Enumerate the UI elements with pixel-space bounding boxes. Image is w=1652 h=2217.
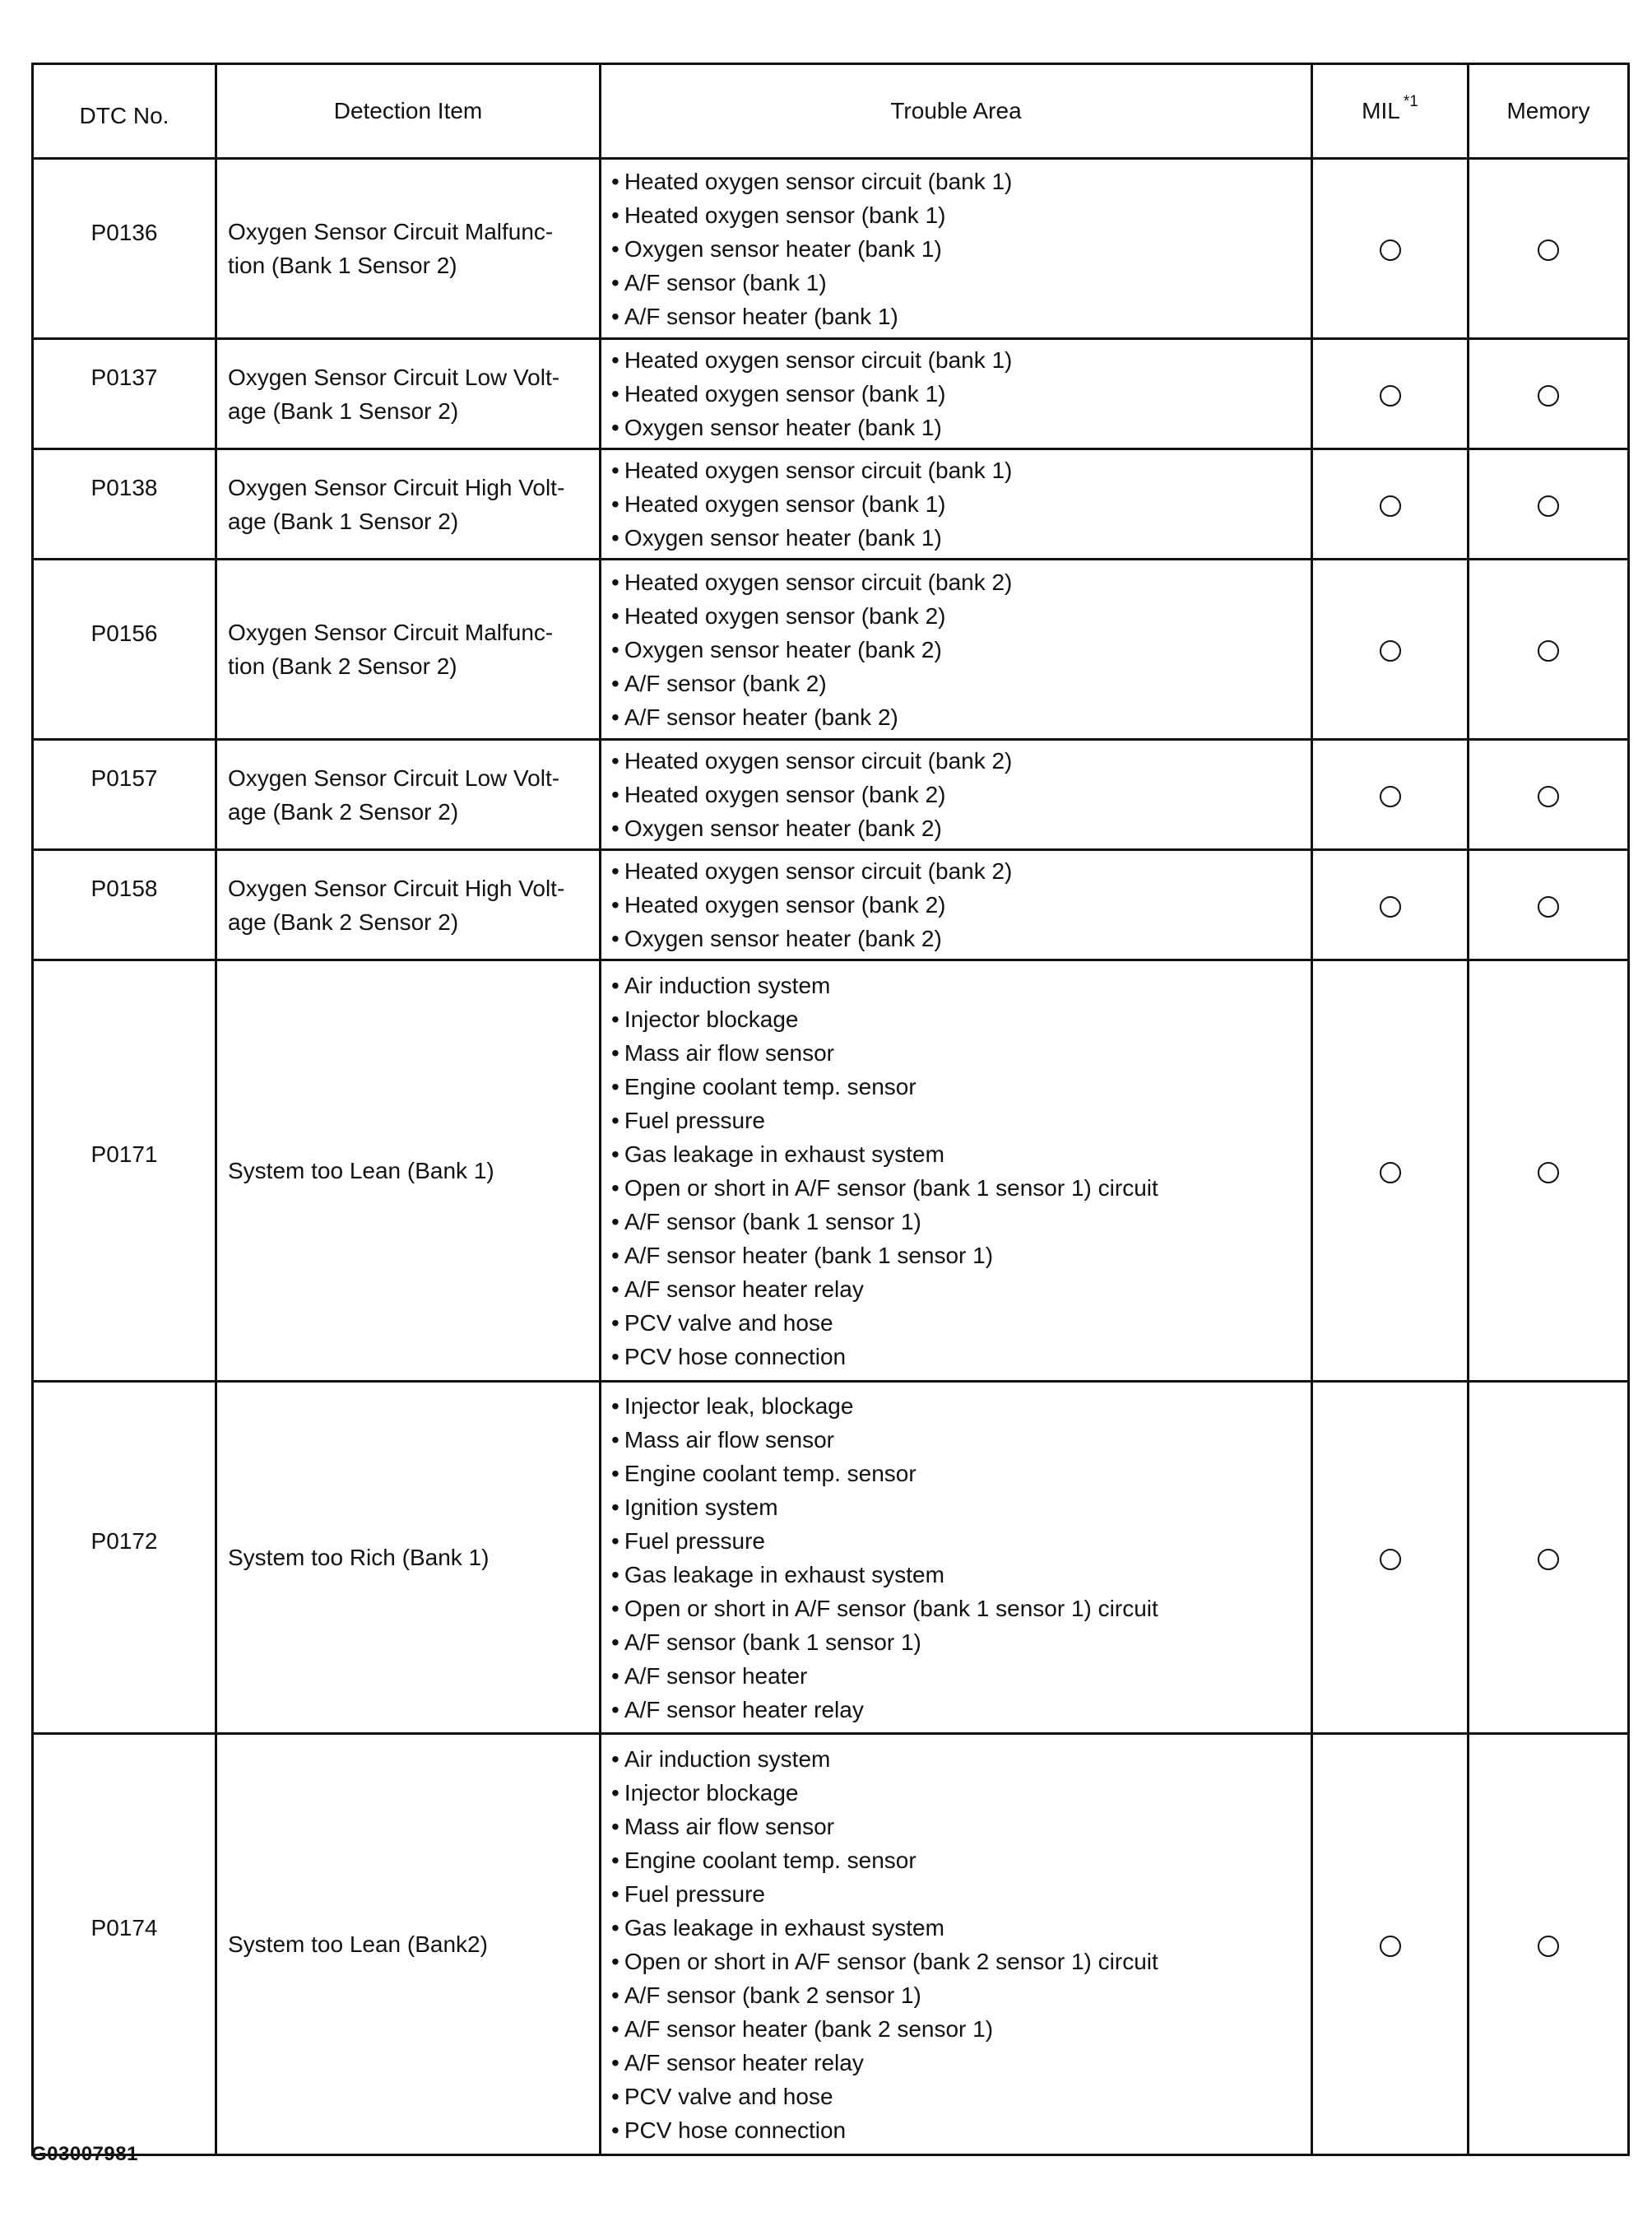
- memory-circle-icon: [1538, 495, 1559, 517]
- memory-circle-icon: [1538, 385, 1559, 407]
- dtc-code: P0174: [90, 1915, 158, 1940]
- trouble-area-item: • A/F sensor heater (bank 2 sensor 1): [611, 2012, 1311, 2046]
- trouble-area-item: • Heated oxygen sensor circuit (bank 1): [611, 343, 1311, 377]
- trouble-area-item: • A/F sensor heater (bank 1 sensor 1): [611, 1239, 1311, 1272]
- trouble-area-cell: [601, 1382, 1312, 1734]
- trouble-area-item: • PCV valve and hose: [611, 2080, 1311, 2113]
- table-row: [33, 1734, 1629, 2155]
- table-row: [33, 740, 1629, 850]
- detection-item-line: tion (Bank 1 Sensor 2): [228, 253, 457, 278]
- trouble-area-cell: [601, 339, 1312, 449]
- memory-circle-icon: [1538, 239, 1559, 261]
- dtc-code-cell: [33, 850, 216, 960]
- trouble-area-cell: [601, 159, 1312, 339]
- dtc-code: P0158: [90, 876, 158, 901]
- trouble-area-cell: [601, 449, 1312, 560]
- mil-cell: [1312, 1382, 1469, 1734]
- dtc-code: P0157: [90, 765, 158, 791]
- trouble-area-item: • Heated oxygen sensor circuit (bank 1): [611, 165, 1311, 198]
- header-detection-item: Detection Item: [216, 64, 601, 159]
- trouble-area-item: • Engine coolant temp. sensor: [611, 1457, 1311, 1490]
- memory-circle-icon: [1538, 1936, 1559, 1957]
- dtc-code-cell: [33, 560, 216, 740]
- dtc-code-cell: [33, 159, 216, 339]
- trouble-area-list: [611, 565, 1311, 734]
- trouble-area-list: [611, 1742, 1311, 2147]
- detection-item-line: age (Bank 1 Sensor 2): [228, 508, 459, 534]
- trouble-area-item: • Heated oxygen sensor (bank 1): [611, 377, 1311, 411]
- dtc-code-cell: [33, 960, 216, 1382]
- trouble-area-cell: [601, 740, 1312, 850]
- mil-cell: [1312, 960, 1469, 1382]
- trouble-area-item: • Open or short in A/F sensor (bank 2 sensor 1) circuit: [611, 1945, 1311, 1978]
- memory-cell: [1469, 560, 1629, 740]
- trouble-area-item: • A/F sensor (bank 1): [611, 266, 1311, 300]
- mil-cell: [1312, 850, 1469, 960]
- trouble-area-item: • PCV valve and hose: [611, 1306, 1311, 1340]
- dtc-code: P0137: [90, 365, 158, 390]
- trouble-area-cell: [601, 850, 1312, 960]
- trouble-area-item: • Oxygen sensor heater (bank 1): [611, 232, 1311, 266]
- trouble-area-item: • Heated oxygen sensor circuit (bank 1): [611, 453, 1311, 487]
- mil-cell: [1312, 449, 1469, 560]
- detection-item-line: tion (Bank 2 Sensor 2): [228, 653, 457, 679]
- trouble-area-item: • A/F sensor (bank 1 sensor 1): [611, 1205, 1311, 1239]
- trouble-area-item: • A/F sensor heater (bank 1): [611, 300, 1311, 333]
- table-row: [33, 159, 1629, 339]
- mil-cell: [1312, 560, 1469, 740]
- memory-circle-icon: [1538, 1162, 1559, 1183]
- dtc-code-cell: [33, 1382, 216, 1734]
- dtc-code: P0136: [90, 219, 158, 245]
- trouble-area-list: [611, 453, 1311, 555]
- trouble-area-item: • Injector blockage: [611, 1002, 1311, 1036]
- trouble-area-item: • Gas leakage in exhaust system: [611, 1911, 1311, 1945]
- detection-item-line: System too Lean (Bank 1): [228, 1158, 494, 1183]
- trouble-area-cell: [601, 960, 1312, 1382]
- trouble-area-item: • Mass air flow sensor: [611, 1423, 1311, 1457]
- dtc-code: P0138: [90, 475, 158, 500]
- header-dtc-no: DTC No.: [33, 64, 216, 159]
- trouble-area-item: • Open or short in A/F sensor (bank 1 sensor 1) circuit: [611, 1592, 1311, 1625]
- table-row: [33, 339, 1629, 449]
- trouble-area-item: • Air induction system: [611, 969, 1311, 1002]
- detection-item-line: System too Lean (Bank2): [228, 1931, 488, 1957]
- mil-cell: [1312, 159, 1469, 339]
- trouble-area-item: • Gas leakage in exhaust system: [611, 1558, 1311, 1592]
- dtc-code: P0171: [90, 1141, 158, 1167]
- dtc-code-cell: [33, 1734, 216, 2155]
- memory-cell: [1469, 1382, 1629, 1734]
- detection-item-cell: [216, 960, 601, 1382]
- trouble-area-item: • Air induction system: [611, 1742, 1311, 1776]
- detection-item-line: System too Rich (Bank 1): [228, 1545, 490, 1570]
- trouble-area-list: [611, 969, 1311, 1373]
- mil-cell: [1312, 339, 1469, 449]
- memory-cell: [1469, 339, 1629, 449]
- trouble-area-item: • Fuel pressure: [611, 1877, 1311, 1911]
- header-memory: Memory: [1469, 64, 1629, 159]
- table-row: [33, 850, 1629, 960]
- detection-item-line: Oxygen Sensor Circuit Malfunc-: [228, 219, 554, 244]
- memory-cell: [1469, 850, 1629, 960]
- trouble-area-item: • Oxygen sensor heater (bank 2): [611, 811, 1311, 845]
- table-row: [33, 449, 1629, 560]
- trouble-area-item: • Engine coolant temp. sensor: [611, 1843, 1311, 1877]
- trouble-area-list: [611, 854, 1311, 955]
- dtc-code: P0172: [90, 1528, 158, 1554]
- detection-item-cell: [216, 339, 601, 449]
- trouble-area-item: • A/F sensor (bank 2 sensor 1): [611, 1978, 1311, 2012]
- table-row: [33, 560, 1629, 740]
- dtc-code-cell: [33, 449, 216, 560]
- mil-cell: [1312, 1734, 1469, 2155]
- dtc-code: P0156: [90, 620, 158, 646]
- trouble-area-item: • Oxygen sensor heater (bank 1): [611, 521, 1311, 555]
- trouble-area-item: • Heated oxygen sensor (bank 2): [611, 599, 1311, 633]
- trouble-area-item: • A/F sensor heater (bank 2): [611, 700, 1311, 734]
- dtc-table: [31, 63, 1630, 2156]
- detection-item-line: Oxygen Sensor Circuit Low Volt-: [228, 765, 560, 791]
- trouble-area-item: • Heated oxygen sensor (bank 2): [611, 888, 1311, 922]
- trouble-area-list: [611, 744, 1311, 845]
- trouble-area-item: • Heated oxygen sensor (bank 1): [611, 487, 1311, 521]
- trouble-area-item: • Engine coolant temp. sensor: [611, 1070, 1311, 1104]
- detection-item-cell: [216, 449, 601, 560]
- detection-item-line: Oxygen Sensor Circuit High Volt-: [228, 474, 565, 500]
- memory-cell: [1469, 1734, 1629, 2155]
- detection-item-line: Oxygen Sensor Circuit Low Volt-: [228, 364, 560, 390]
- trouble-area-item: • Heated oxygen sensor circuit (bank 2): [611, 744, 1311, 778]
- memory-circle-icon: [1538, 786, 1559, 807]
- memory-circle-icon: [1538, 896, 1559, 918]
- trouble-area-item: • Open or short in A/F sensor (bank 1 sensor 1) circuit: [611, 1171, 1311, 1205]
- trouble-area-item: • Fuel pressure: [611, 1524, 1311, 1558]
- memory-circle-icon: [1538, 1549, 1559, 1570]
- mil-circle-icon: [1380, 786, 1401, 807]
- detection-item-line: age (Bank 2 Sensor 2): [228, 798, 459, 825]
- trouble-area-item: • A/F sensor (bank 2): [611, 667, 1311, 700]
- trouble-area-item: • Heated oxygen sensor (bank 2): [611, 778, 1311, 811]
- trouble-area-item: • A/F sensor (bank 1 sensor 1): [611, 1625, 1311, 1659]
- trouble-area-item: • Heated oxygen sensor circuit (bank 2): [611, 565, 1311, 599]
- detection-item-cell: [216, 740, 601, 850]
- header-mil-label: MIL: [1362, 98, 1400, 123]
- trouble-area-item: • Mass air flow sensor: [611, 1036, 1311, 1070]
- trouble-area-list: [611, 1389, 1311, 1727]
- detection-item-line: age (Bank 1 Sensor 2): [228, 397, 459, 424]
- trouble-area-item: • PCV hose connection: [611, 1340, 1311, 1373]
- trouble-area-item: • Injector blockage: [611, 1776, 1311, 1810]
- detection-item-cell: [216, 1734, 601, 2155]
- detection-item-cell: [216, 159, 601, 339]
- detection-item-line: Oxygen Sensor Circuit High Volt-: [228, 875, 565, 901]
- trouble-area-item: • Ignition system: [611, 1490, 1311, 1524]
- mil-circle-icon: [1380, 239, 1401, 261]
- dtc-code-cell: [33, 740, 216, 850]
- mil-circle-icon: [1380, 896, 1401, 918]
- detection-item-line: Oxygen Sensor Circuit Malfunc-: [228, 620, 554, 645]
- trouble-area-item: • Injector leak, blockage: [611, 1389, 1311, 1423]
- trouble-area-list: [611, 165, 1311, 333]
- mil-cell: [1312, 740, 1469, 850]
- trouble-area-item: • A/F sensor heater relay: [611, 1693, 1311, 1727]
- trouble-area-item: • Gas leakage in exhaust system: [611, 1137, 1311, 1171]
- detection-item-cell: [216, 560, 601, 740]
- mil-circle-icon: [1380, 1162, 1401, 1183]
- trouble-area-item: • Fuel pressure: [611, 1104, 1311, 1137]
- trouble-area-item: • Oxygen sensor heater (bank 2): [611, 922, 1311, 955]
- trouble-area-item: • A/F sensor heater relay: [611, 2046, 1311, 2080]
- dtc-code-cell: [33, 339, 216, 449]
- memory-cell: [1469, 159, 1629, 339]
- trouble-area-item: • Heated oxygen sensor circuit (bank 2): [611, 854, 1311, 888]
- memory-cell: [1469, 960, 1629, 1382]
- trouble-area-item: • Heated oxygen sensor (bank 1): [611, 198, 1311, 232]
- trouble-area-item: • Oxygen sensor heater (bank 1): [611, 411, 1311, 444]
- trouble-area-item: • Oxygen sensor heater (bank 2): [611, 633, 1311, 667]
- trouble-area-cell: [601, 560, 1312, 740]
- header-trouble-area: Trouble Area: [601, 64, 1312, 159]
- memory-cell: [1469, 740, 1629, 850]
- trouble-area-cell: [601, 1734, 1312, 2155]
- memory-circle-icon: [1538, 640, 1559, 662]
- header-mil: [1312, 64, 1469, 159]
- header-mil-footnote: *1: [1403, 93, 1418, 110]
- memory-cell: [1469, 449, 1629, 560]
- detection-item-line: age (Bank 2 Sensor 2): [228, 909, 459, 935]
- trouble-area-item: • A/F sensor heater: [611, 1659, 1311, 1693]
- mil-circle-icon: [1380, 640, 1401, 662]
- mil-circle-icon: [1380, 1549, 1401, 1570]
- mil-circle-icon: [1380, 495, 1401, 517]
- table-header-row: [33, 64, 1629, 159]
- detection-item-cell: [216, 1382, 601, 1734]
- trouble-area-item: • A/F sensor heater relay: [611, 1272, 1311, 1306]
- trouble-area-list: [611, 343, 1311, 444]
- table-row: [33, 1382, 1629, 1734]
- mil-circle-icon: [1380, 385, 1401, 407]
- mil-circle-icon: [1380, 1936, 1401, 1957]
- table-row: [33, 960, 1629, 1382]
- figure-id: G03007981: [31, 2143, 138, 2165]
- trouble-area-item: • PCV hose connection: [611, 2113, 1311, 2147]
- table-body: [33, 159, 1629, 2155]
- detection-item-cell: [216, 850, 601, 960]
- trouble-area-item: • Mass air flow sensor: [611, 1810, 1311, 1843]
